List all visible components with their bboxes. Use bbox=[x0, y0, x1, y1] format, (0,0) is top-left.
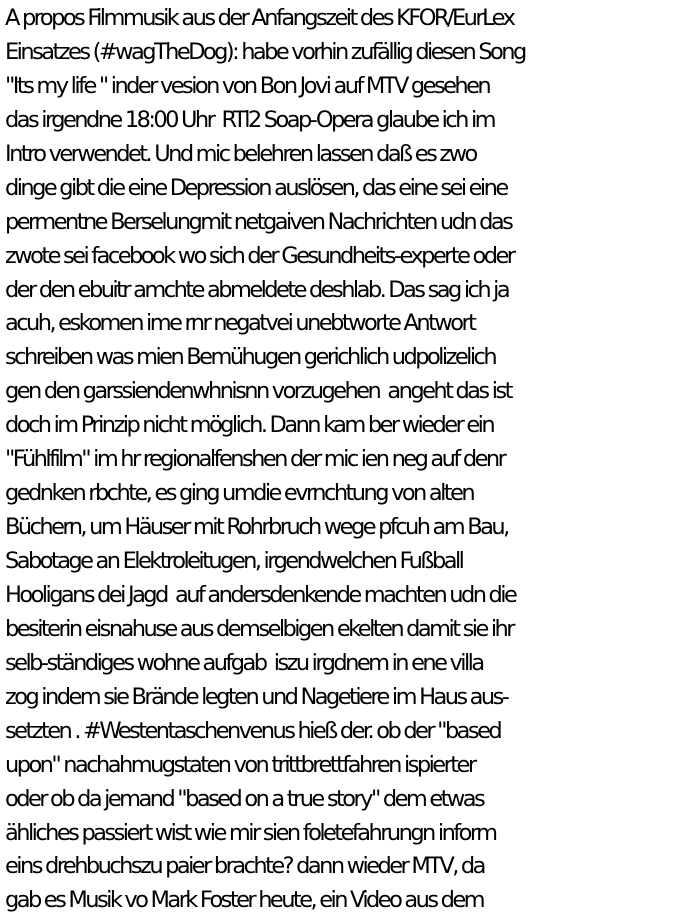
text-line: setzten . #Westentaschenvenus hieß der. ob der "based bbox=[5, 717, 501, 744]
text-line: upon" nachahmugstaten von trittbrettfahren ispierter bbox=[5, 751, 475, 778]
text-line: Büchern, um Häuser mit Rohrbruch wege pfcuh am Bau, bbox=[5, 514, 508, 541]
text-line: gen den garssiendenwhnisnn vorzugehen angeht das ist bbox=[5, 378, 511, 405]
text-line: gednken rbchte, es ging umdie evrnchtung von alten bbox=[5, 480, 474, 507]
text-line: schreiben was mien Bemühugen gerichlich udpolizelich bbox=[5, 344, 496, 371]
text-line: ähliches passiert wist wie mir sien foletefahrungn inform bbox=[5, 819, 496, 846]
text-line: zwote sei facebook wo sich der Gesundheits-experte oder bbox=[5, 242, 514, 269]
text-line: oder ob da jemand "based on a true story" dem etwas bbox=[5, 785, 484, 812]
text-line: Intro verwendet. Und mic belehren lassen daß es zwo bbox=[5, 140, 476, 167]
text-line: permentne Berselungmit netgaiven Nachrichten udn das bbox=[5, 208, 512, 235]
text-line: "Its my life " inder vesion von Bon Jovi auf MTV gesehen bbox=[5, 72, 490, 99]
text-line: zog indem sie Brände legten und Nagetiere im Haus aus- bbox=[5, 683, 508, 710]
text-line: eins drehbuchszu paier brachte? dann wieder MTV, da bbox=[5, 853, 484, 880]
text-line: doch im Prinzip nicht möglich. Dann kam ber wieder ein bbox=[5, 412, 494, 439]
text-line: acuh, eskomen ime rnr negatvei unebtworte Antwort bbox=[5, 310, 475, 337]
text-line: selb-ständiges wohne aufgab iszu irgdnem in ene villa bbox=[5, 649, 483, 676]
text-line: der den ebuitr amchte abmeldete deshlab. Das sag ich ja bbox=[5, 276, 509, 303]
text-line: besiterin eisnahuse aus demselbigen ekelten damit sie ihr bbox=[5, 615, 513, 642]
text-line: dinge gibt die eine Depression auslösen, das eine sei eine bbox=[5, 174, 507, 201]
body-text bbox=[5, 2, 684, 918]
text-line: gab es Musik vo Mark Foster heute, ein Video aus dem bbox=[5, 887, 484, 914]
text-line: Hooligans dei Jagd auf andersdenkende machten udn die bbox=[5, 581, 516, 608]
text-line: Einsatzes (#wagTheDog): habe vorhin zufällig diesen Song bbox=[5, 38, 525, 65]
text-line: A propos Filmmusik aus der Anfangszeit des KFOR/EurLex bbox=[5, 5, 514, 31]
text-line: Sabotage an Elektroleitugen, irgendwelchen Fußball bbox=[5, 548, 463, 574]
text-line: das irgendne 18:00 Uhr RTl2 Soap-Opera glaube ich im bbox=[5, 106, 495, 133]
text-line: "Fühlfilm" im hr regionalfenshen der mic ien neg auf denr bbox=[5, 446, 505, 473]
